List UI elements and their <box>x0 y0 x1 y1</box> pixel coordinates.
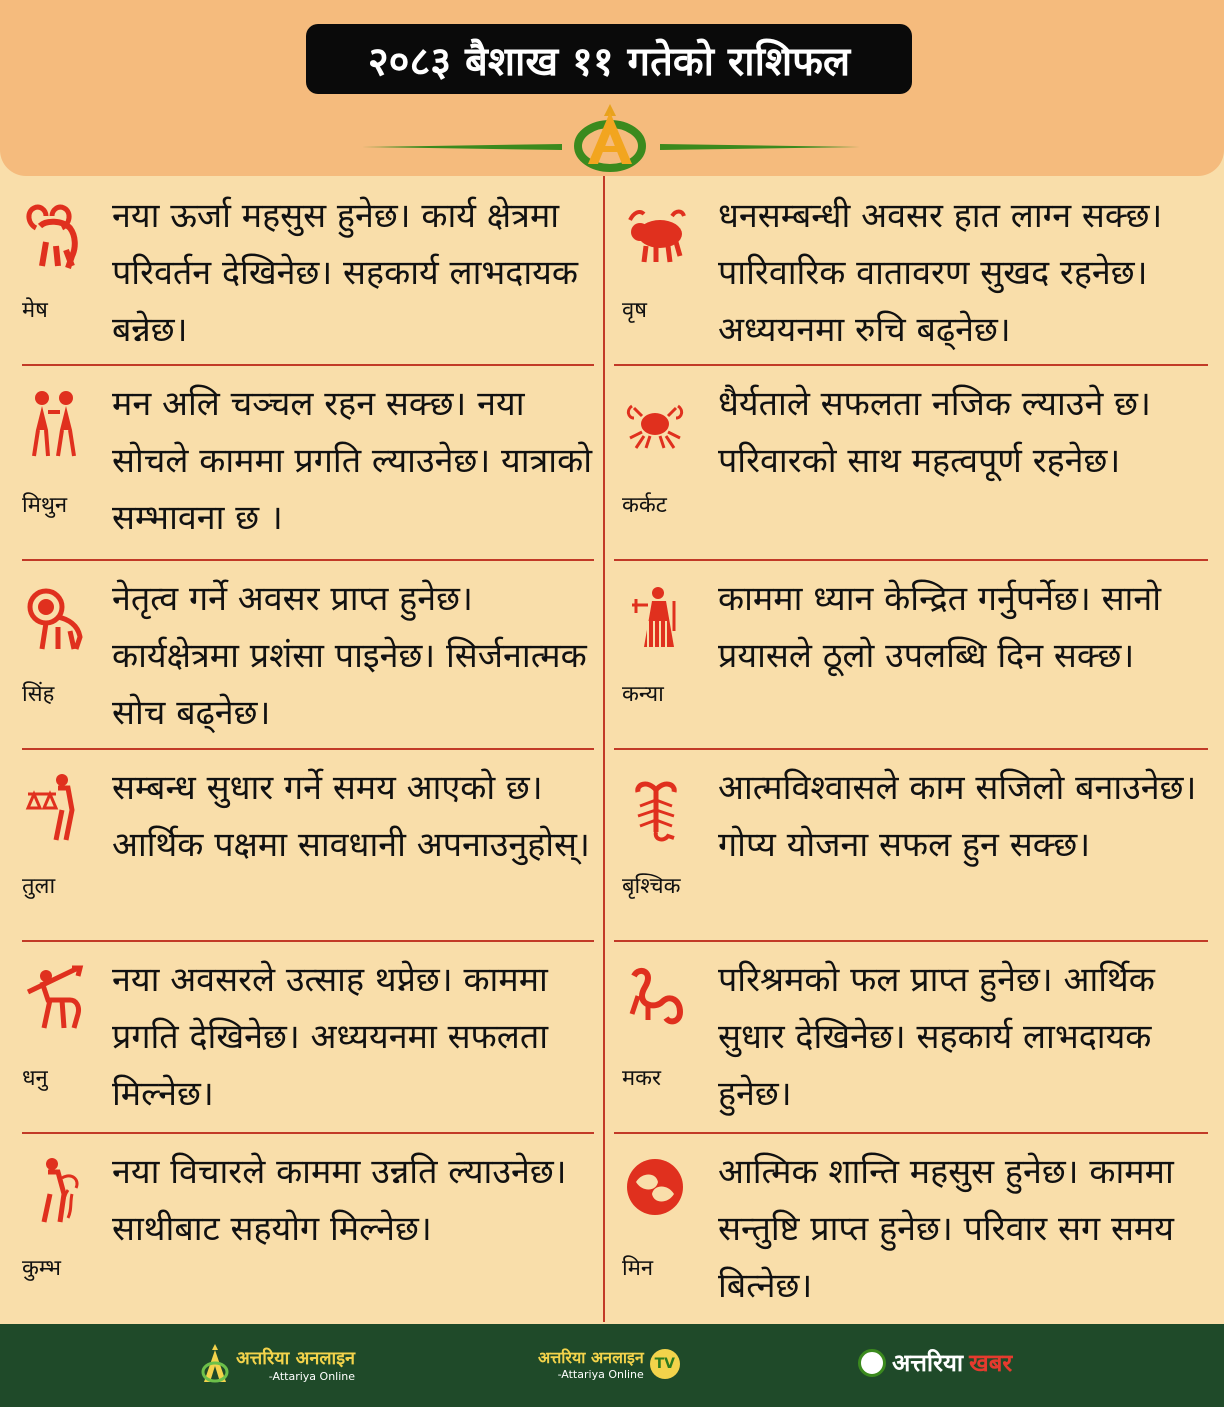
sign-name: तुला <box>22 874 56 899</box>
virgo-icon <box>622 577 688 657</box>
sign-name: धनु <box>22 1066 48 1091</box>
footer-logo3-part2: खबर <box>969 1349 1013 1377</box>
tv-badge-icon: TV <box>650 1349 680 1379</box>
sign-name: कर्कट <box>622 493 667 518</box>
footer-logo1-subtitle: -Attariya Online <box>268 1369 356 1383</box>
sign-name: कुम्भ <box>22 1256 61 1281</box>
scorpio-icon <box>622 766 688 846</box>
pisces-icon <box>622 1150 688 1230</box>
logo-line-left <box>362 144 562 150</box>
sign-name: कन्या <box>622 682 664 707</box>
footer-logo1-title: अत्तरिया अनलाइन <box>236 1347 356 1369</box>
sign-prediction-text: काममा ध्यान केन्द्रित गर्नुपर्नेछ। सानो प्रयासले ठूलो उपलब्धि दिन सक्छ। <box>718 579 1162 676</box>
libra-icon <box>22 766 88 846</box>
sign-prediction-text: परिश्रमको फल प्राप्त हुनेछ। आर्थिक सुधार देखिनेछ। सहकार्य लाभदायक हुनेछ। <box>718 960 1155 1114</box>
attariya-logo-small-icon <box>200 1342 230 1386</box>
taurus-icon <box>622 194 688 274</box>
footer-logo3-part1: अत्तरिया <box>892 1349 964 1377</box>
sign-prediction-text: आत्मिक शान्ति महसुस हुनेछ। काममा सन्तुष्टि प्राप्त हुनेछ। परिवार सग समय बित्नेछ। <box>718 1152 1174 1306</box>
leo-icon <box>22 577 88 657</box>
aquarius-icon <box>22 1150 88 1230</box>
sign-name: मकर <box>622 1066 662 1091</box>
sign-name: बृश्चिक <box>622 874 681 899</box>
sign-name: मिथुन <box>22 493 68 518</box>
capricorn-icon <box>622 958 688 1038</box>
page-title: २०८३ बैशाख ११ गतेको राशिफल <box>306 24 912 94</box>
footer-logo2-title: अत्तरिया अनलाइन <box>538 1348 644 1367</box>
sign-prediction-text: आत्मविश्वासले काम सजिलो बनाउनेछ। गोप्य योजना सफल हुन सक्छ। <box>718 768 1197 865</box>
sign-prediction-text: धनसम्बन्धी अवसर हात लाग्न सक्छ। पारिवारिक वातावरण सुखद रहनेछ। अध्ययनमा रुचि बढ्नेछ। <box>718 196 1163 350</box>
footer <box>0 1324 1224 1407</box>
sign-prediction-text: नया ऊर्जा महसुस हुनेछ। कार्य क्षेत्रमा परिवर्तन देखिनेछ। सहकार्य लाभदायक बन्नेछ। <box>112 196 578 350</box>
header-banner <box>0 0 1224 176</box>
attariya-logo-icon <box>560 98 660 174</box>
sign-prediction-text: धैर्यताले सफलता नजिक ल्याउने छ। परिवारको साथ महत्वपूर्ण रहनेछ। <box>718 384 1151 481</box>
sign-prediction-text: सम्बन्ध सुधार गर्ने समय आएको छ। आर्थिक पक्षमा सावधानी अपनाउनुहोस्। <box>112 768 590 865</box>
sign-prediction-text: नेतृत्व गर्ने अवसर प्राप्त हुनेछ। कार्यक्षेत्रमा प्रशंसा पाइनेछ। सिर्जनात्मक सोच बढ्नेछ। <box>112 579 587 733</box>
khabar-circle-icon <box>858 1349 886 1377</box>
sagittarius-icon <box>22 958 88 1038</box>
aries-icon <box>22 194 88 274</box>
footer-logo-attariya-online[interactable] <box>200 1342 355 1386</box>
cancer-icon <box>622 382 688 462</box>
sign-prediction-text: मन अलि चञ्चल रहन सक्छ। नया सोचले काममा प्रगति ल्याउनेछ। यात्राको सम्भावना छ । <box>112 384 593 538</box>
sign-name: मेष <box>22 298 48 323</box>
footer-logo2-subtitle: -Attariya Online <box>557 1368 644 1381</box>
gemini-icon <box>22 382 88 462</box>
sign-name: वृष <box>622 298 647 323</box>
footer-logo-attariya-khabar[interactable] <box>858 1346 1012 1379</box>
logo-line-right <box>660 144 860 150</box>
sign-prediction-text: नया विचारले काममा उन्नति ल्याउनेछ। साथीबाट सहयोग मिल्नेछ। <box>112 1152 567 1249</box>
footer-logo-attariya-tv[interactable] <box>538 1346 680 1381</box>
sign-name: सिंह <box>22 682 55 707</box>
sign-prediction-text: नया अवसरले उत्साह थप्नेछ। काममा प्रगति देखिनेछ। अध्ययनमा सफलता मिल्नेछ। <box>112 960 549 1114</box>
sign-name: मिन <box>622 1256 654 1281</box>
